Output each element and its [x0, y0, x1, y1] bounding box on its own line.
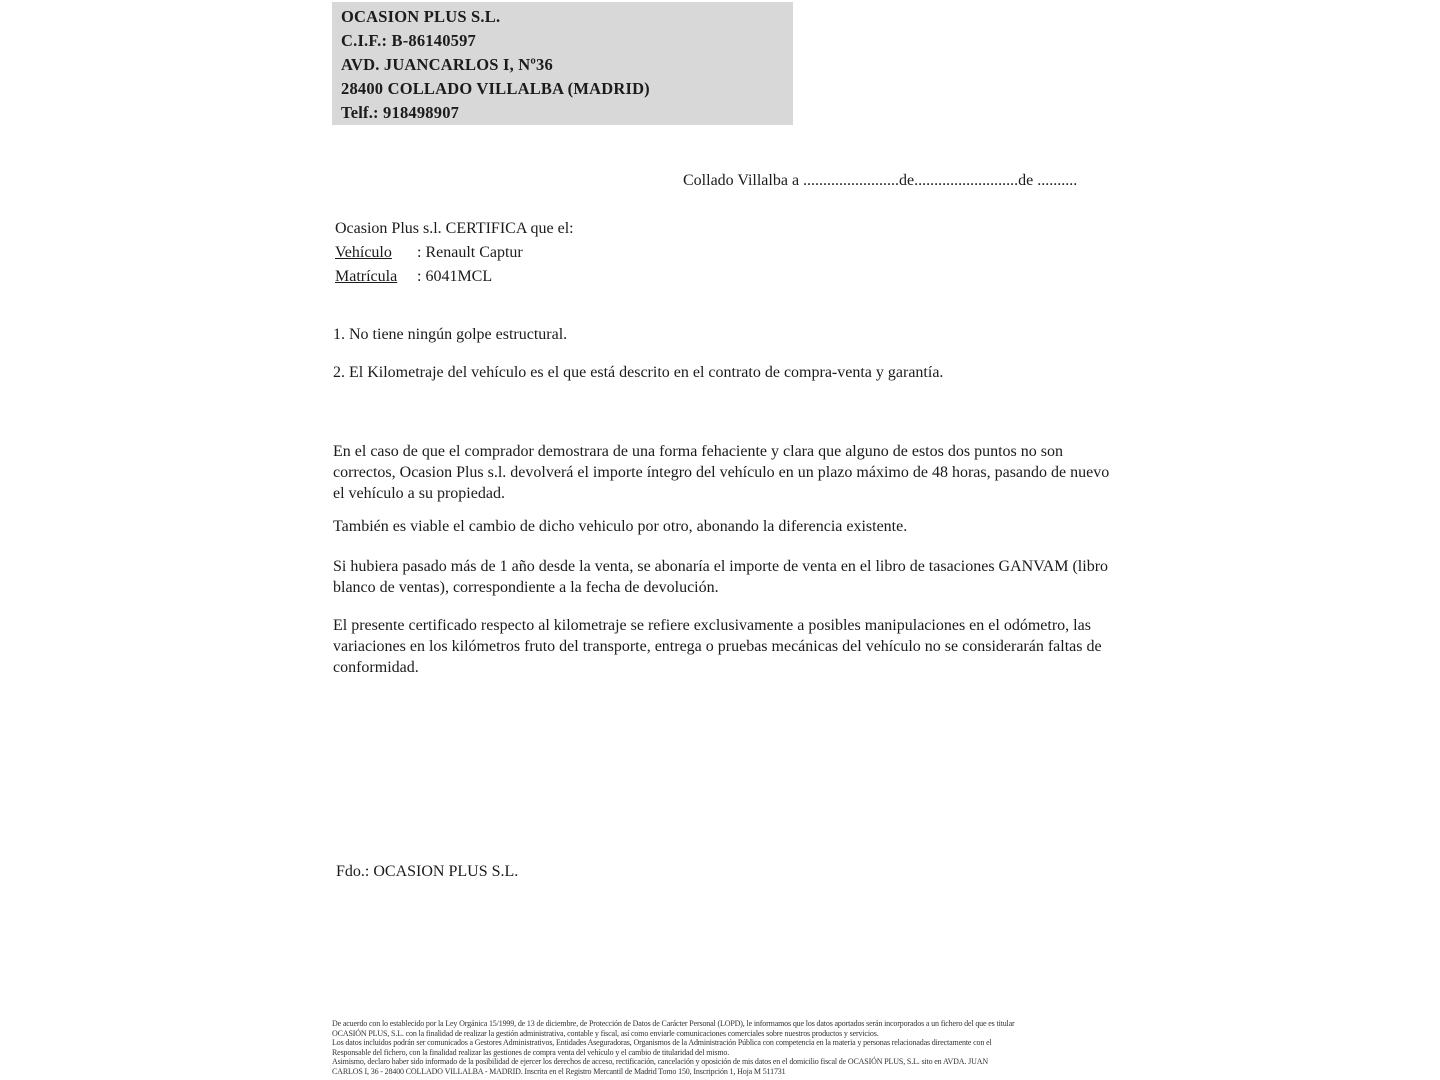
legal-footer	[332, 1019, 1015, 1077]
legal-line: OCASIÓN PLUS, S.L. con la finalidad de realizar la gestión administrativa, contable y fiscal, así como enviarle comunicaciones comerciales sobre nuestros productos y servicios.	[332, 1028, 879, 1038]
plate-field	[335, 265, 574, 289]
signature-line: Fdo.: OCASION PLUS S.L.	[336, 863, 519, 880]
company-cif: C.I.F.: B-86140597	[341, 31, 476, 50]
plate-value: : 6041MCL	[417, 268, 493, 285]
certification-intro: Ocasion Plus s.l. CERTIFICA que el:	[335, 220, 574, 237]
legal-line: CARLOS I, 36 - 28400 COLLADO VILLALBA - MADRID. Inscrita en el Registro Mercantil de Madrid Tomo 150, Inscripción 1, Hoja M 511731	[332, 1066, 786, 1076]
letterhead-block	[332, 2, 793, 125]
legal-line: De acuerdo con lo establecido por la Ley Orgánica 15/1999, de 13 de diciembre, de Protección de Datos de Carácter Personal (LOPD), le informamos que los datos aportados serán incorporados a un fichero del que es titular	[332, 1019, 1015, 1028]
paragraph-ganvam-valuation: Si hubiera pasado más de 1 año desde la venta, se abonaría el importe de venta en el libro de tasaciones GANVAM (libro blanco de ventas), correspondiente a la fecha de devolución.	[333, 558, 1109, 596]
plate-label: Matrícula	[335, 268, 398, 285]
legal-line: Asimismo, declaro haber sido informado de la posibilidad de ejercer los derechos de acceso, rectificación, cancelación y oposición de mis datos en el domicilio fiscal de OCASIÓN PLUS, S.L. sito en AVDA. JUAN	[332, 1057, 988, 1067]
company-name: OCASION PLUS S.L.	[341, 7, 501, 26]
legal-line: Los datos incluidos podrán ser comunicados a Gestores Administrativos, Entidades Aseguradoras, Organismos de la Administración Pública con competencia en la materia y personas relacionadas directamente con el	[332, 1038, 992, 1048]
certification-points	[333, 326, 943, 382]
vehicle-label: Vehículo	[335, 244, 392, 261]
paragraph-odometer-scope: El presente certificado respecto al kilometraje se refiere exclusivamente a posibles manipulaciones en el odómetro, las variaciones en los kilómetros fruto del transporte, entrega o pruebas mecánicas del vehículo no se considerarán faltas de conformidad.	[333, 617, 1102, 676]
point-1: 1. No tiene ningún golpe estructural.	[333, 326, 568, 343]
point-2: 2. El Kilometraje del vehículo es el que está descrito en el contrato de compra-venta y garantía.	[333, 364, 944, 381]
paragraph-exchange-option: También es viable el cambio de dicho vehiculo por otro, abonando la diferencia existente.	[333, 518, 908, 535]
company-address: AVD. JUANCARLOS I, Nº36	[341, 55, 553, 74]
paragraph-refund-terms: En el caso de que el comprador demostrara de una forma fehaciente y clara que alguno de estos dos puntos no son correctos, Ocasion Plus s.l. devolverá el importe íntegro del vehículo en un plazo máximo de 48 horas, pasando de nuevo el vehículo a su propiedad.	[333, 443, 1110, 502]
certification-block	[335, 217, 574, 289]
vehicle-value: : Renault Captur	[417, 244, 523, 261]
date-line: Collado Villalba a ........................de..........................de ..........	[683, 172, 1078, 189]
vehicle-field	[335, 241, 574, 265]
company-city: 28400 COLLADO VILLALBA (MADRID)	[341, 79, 650, 98]
company-phone: Telf.: 918498907	[341, 103, 460, 122]
legal-line: Responsable del fichero, con la finalidad realizar las gestiones de compra venta del vehículo y el cambio de titularidad del mismo.	[332, 1047, 730, 1057]
